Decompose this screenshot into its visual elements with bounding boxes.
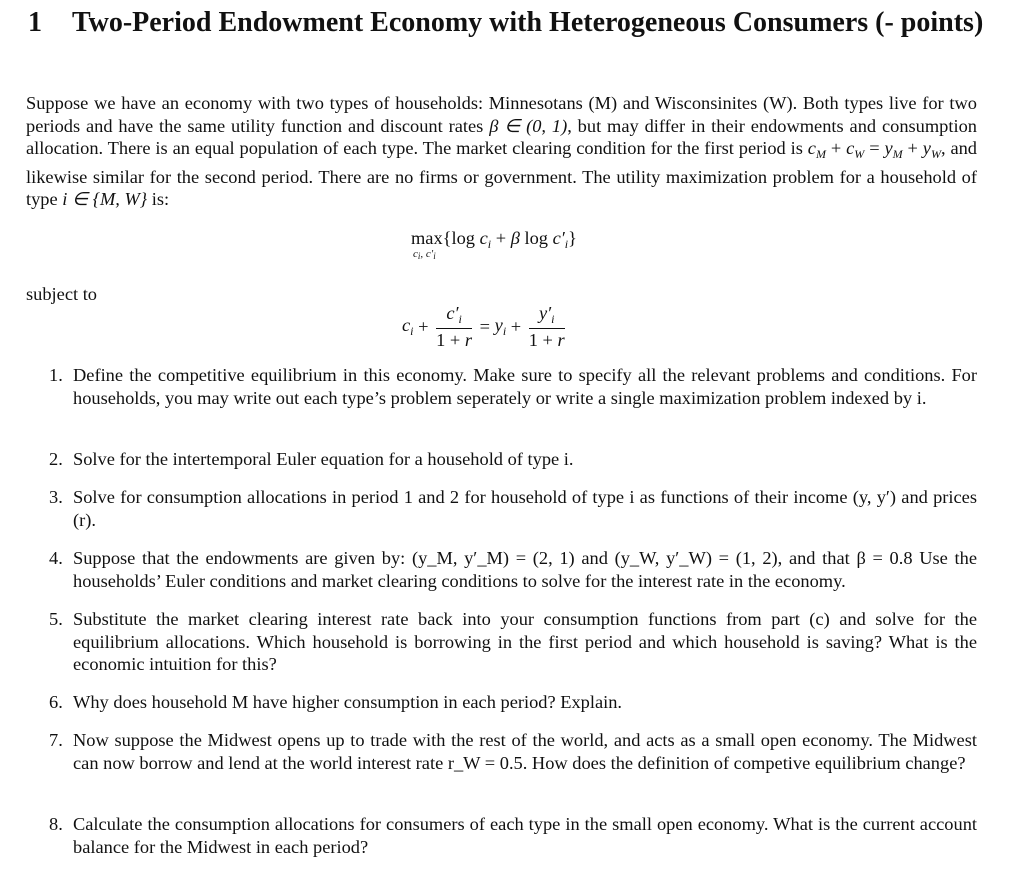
question-item — [49, 486, 977, 534]
intro-text-4: is: — [147, 189, 170, 210]
question-number: 2. — [49, 449, 63, 469]
budget-constraint: $c_i$ + $\frac{c'_i}{1 + r}$ = $y_i$ + $\frac{y'_i}{1 + r}$ — [402, 303, 565, 350]
question-text: Now suppose the Midwest opens up to trade with the rest of the world, and acts as a small open economy. The Midwest can now borrow and lend at the world interest rate r_W = 0.5. How does the definition of competive equilibrium change? — [73, 730, 977, 773]
question-item — [49, 448, 977, 472]
question-number: 7. — [49, 730, 63, 750]
question-number: 8. — [49, 814, 63, 834]
question-item — [49, 547, 977, 595]
question-text: Define the competitive equilibrium in this economy. Make sure to specify all the relevant problems and conditions. For households, you may write out each type’s problem seperately or write a single maximization problem indexed by i. — [73, 365, 977, 408]
section-number: 1 — [28, 7, 42, 38]
question-item — [49, 813, 977, 861]
type-set: i ∈ {M, W} — [62, 189, 148, 210]
question-text: Suppose that the endowments are given by: (y_M, y′_M) = (2, 1) and (y_W, y′_W) = (1, 2), and that β = 0.8 Use the households’ Euler conditions and market clearing conditions to solve for the interest rate in the economy. — [73, 548, 977, 591]
question-item — [49, 364, 977, 434]
question-item — [49, 608, 977, 678]
question-number: 3. — [49, 487, 63, 507]
intro-text-1: Suppose we have an economy with two types of households: Minnesotans (M) and Wisconsinites (W). Both types live for two periods and have the same utility function and discount rates — [26, 93, 977, 136]
question-number: 1. — [49, 365, 63, 385]
intro-text-2: , but may differ in their endowments and consumption allocation. There is an equal population of each type. The market clearing condition for the first period is — [26, 115, 977, 159]
question-item — [49, 729, 977, 799]
beta-range: β ∈ (0, 1) — [489, 115, 568, 136]
max-operator: max ci, c′i — [411, 228, 443, 261]
question-text: Calculate the consumption allocations for consumers of each type in the small open economy. What is the current account balance for the Midwest in each period? — [73, 814, 977, 857]
max-subscript: ci, c′i — [413, 248, 436, 261]
question-text: Why does household M have higher consumption in each period? Explain. — [73, 692, 623, 712]
question-number: 4. — [49, 548, 63, 568]
fraction-consumption: $\frac{c'_i}{1 + r}$ — [436, 303, 473, 350]
fraction-income: $\frac{y'_i}{1 + r}$ — [528, 303, 565, 350]
section-title: Two-Period Endowment Economy with Heterogeneous Consumers (- points) — [72, 7, 984, 38]
question-text: Solve for the intertemporal Euler equation for a household of type i. — [73, 449, 574, 469]
intro-text-3: , and likewise similar for the second period. There are no firms or government. The utility maximization problem for a household of type — [26, 138, 977, 210]
question-text: Solve for consumption allocations in period 1 and 2 for household of type i as functions of their income (y, y′) and prices (r). — [73, 487, 977, 530]
question-item — [49, 691, 977, 715]
question-text: Substitute the market clearing interest rate back into your consumption functions from part (c) and solve for the equilibrium allocations. Which household is borrowing in the first period and which household is saving? What is the economic intuition for this? — [73, 609, 977, 675]
market-clearing-equation: $c_M + c_W = y_M + y_W$ — [807, 138, 941, 162]
objective-equation: max ci, c′i {log $c_i + \beta$ $\log c'_i$} — [411, 228, 577, 261]
subject-to-label: subject to — [26, 284, 97, 304]
question-number: 6. — [49, 692, 63, 712]
question-number: 5. — [49, 609, 63, 629]
